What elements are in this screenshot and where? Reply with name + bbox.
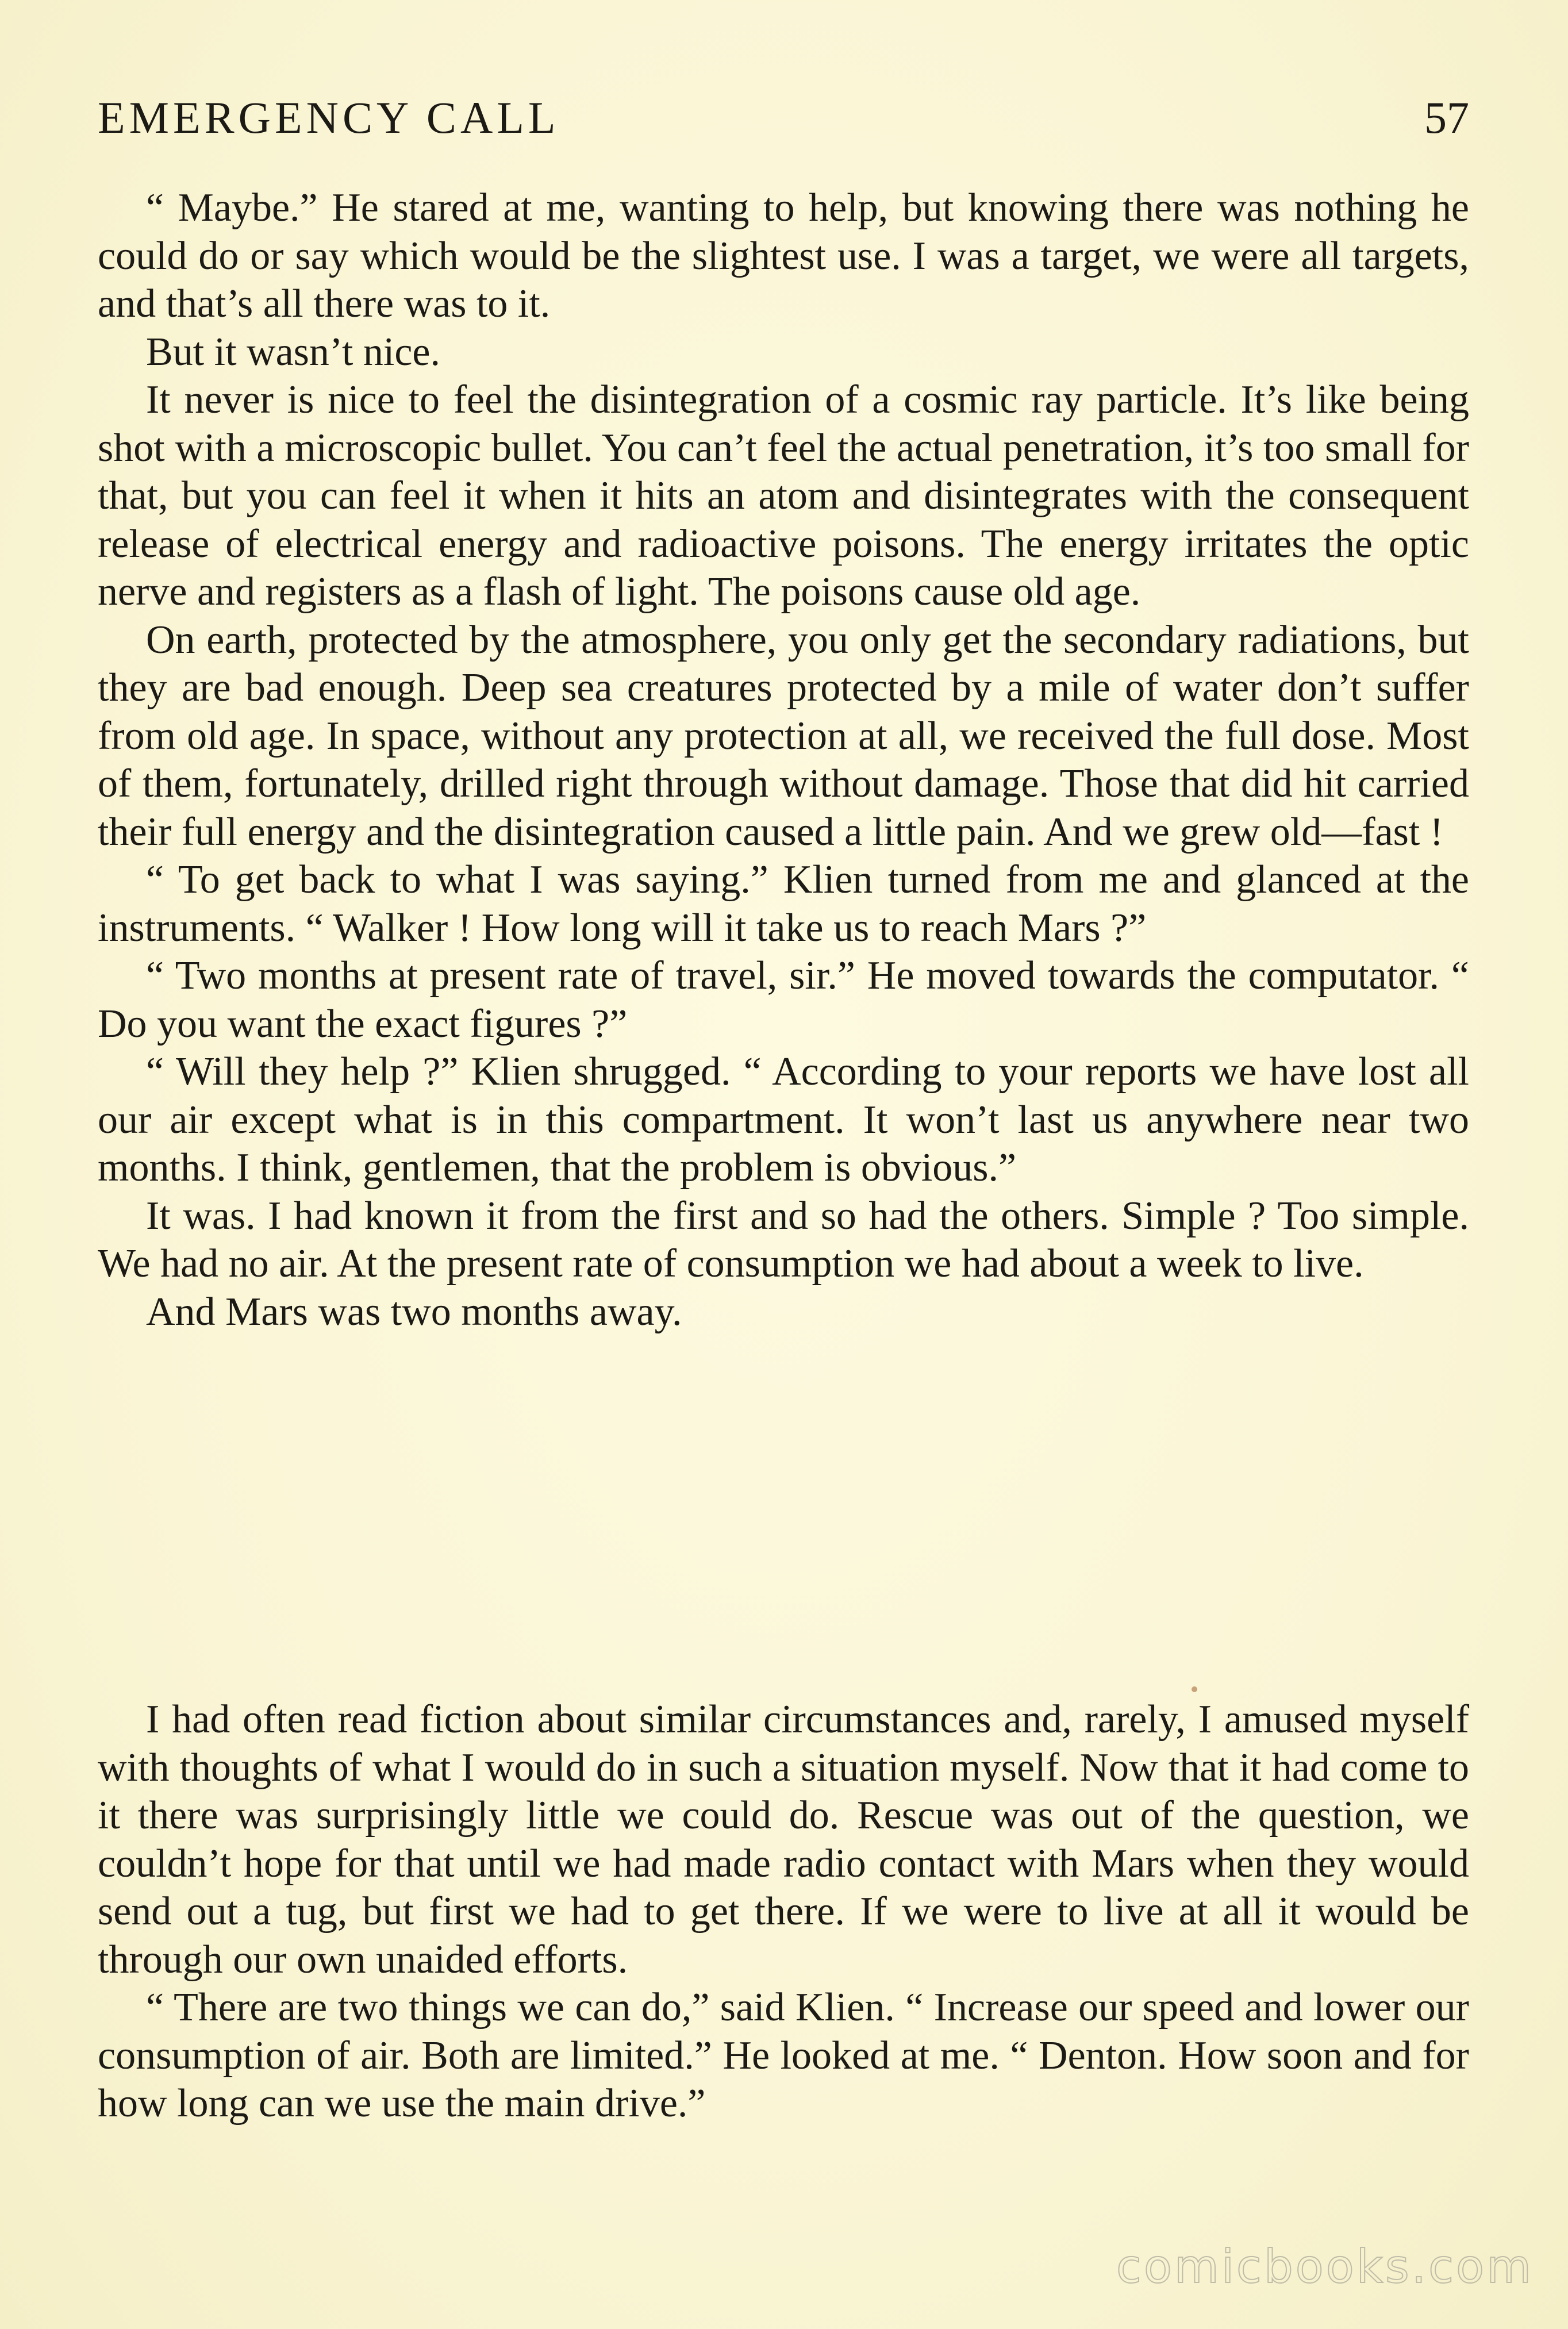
page-number: 57 [1424, 93, 1469, 143]
chapter-title: EMERGENCY CALL [98, 93, 560, 143]
paragraph: “ Two months at present rate of travel, sir.” He moved towards the computator. “ Do you want the exact figures ?” [98, 954, 1469, 1046]
paragraph: It was. I had known it from the first and so had the others. Simple ? Too simple. We had no air. At the present rate of consumption we had about a week to live. [98, 1193, 1469, 1286]
site-watermark: comicbooks.com [1116, 2240, 1534, 2293]
text-section-2 [98, 1696, 1469, 2128]
section-break-mark [1192, 1686, 1197, 1692]
paragraph: But it wasn’t nice. [146, 329, 440, 374]
paragraph: I had often read fiction about similar circumstances and, rarely, I amused myself with thoughts of what I would do in such a situation myself. Now that it had come to it there was surprisingly little we could do. Rescue was out of the question, we couldn’t hope for that until we had made radio contact with Mars when they would send out a tug, but first we had to get there. If we were to live at all it would be through our own unaided efforts. [98, 1697, 1469, 1982]
paragraph: On earth, protected by the atmosphere, you only get the secondary radiations, but they are bad enough. Deep sea creatures protected by a mile of water don’t suffer from old age. In space, without any protection at all, we received the full dose. Most of them, fortunately, drilled right through without damage. Those that did hit carried their full energy and the disintegration caused a little pain. And we grew old—fast ! [98, 617, 1469, 854]
paragraph: “ To get back to what I was saying.” Klien turned from me and glanced at the instruments. “ Walker ! How long will it take us to reach Mars ?” [98, 858, 1469, 950]
paragraph: And Mars was two months away. [146, 1289, 682, 1334]
paragraph: “ Maybe.” He stared at me, wanting to help, but knowing there was nothing he could do or say which would be the slightest use. I was a target, we were all targets, and that’s all there was to it. [98, 186, 1469, 326]
running-head [98, 86, 1469, 149]
paragraph: “ There are two things we can do,” said Klien. “ Increase our speed and lower our consumption of air. Both are limited.” He looked at me. “ Denton. How soon and for how long can we use the main drive.” [98, 1985, 1469, 2126]
text-section-1 [98, 184, 1469, 1336]
paragraph: “ Will they help ?” Klien shrugged. “ According to your reports we have lost all our air except what is in this compartment. It won’t last us anywhere near two months. I think, gentlemen, that the problem is obvious.” [98, 1050, 1469, 1190]
paragraph: It never is nice to feel the disintegration of a cosmic ray particle. It’s like being shot with a microscopic bullet. You can’t feel the actual penetration, it’s too small for that, but you can feel it when it hits an atom and disintegrates with the consequent release of electrical energy and radioactive poisons. The energy irritates the optic nerve and registers as a flash of light. The poisons cause old age. [98, 378, 1469, 614]
